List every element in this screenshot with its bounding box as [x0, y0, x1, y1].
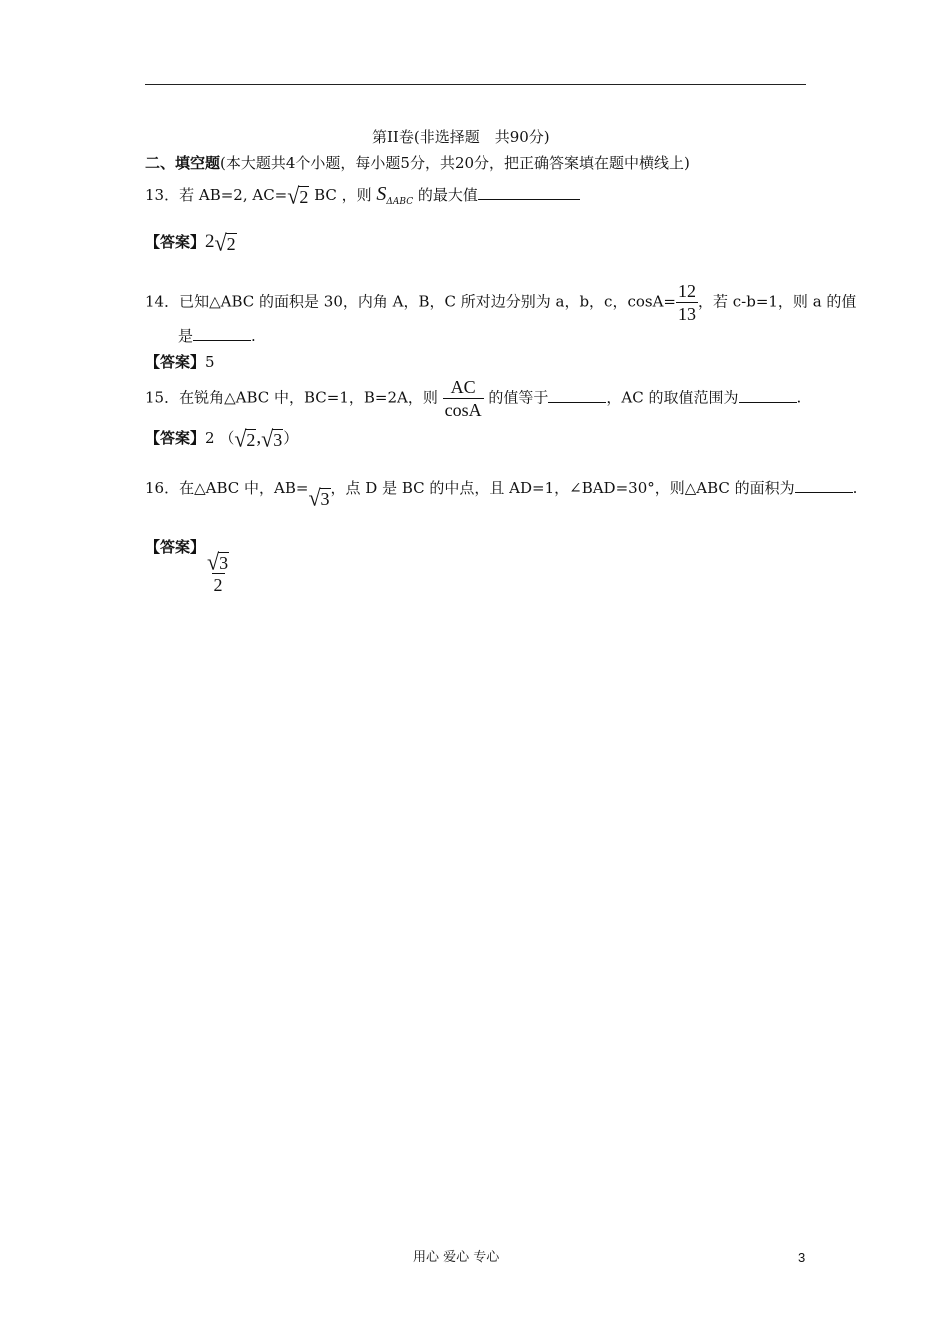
q15-answer-blank-2[interactable]	[739, 388, 797, 403]
question-14	[145, 280, 856, 325]
answer-15-sqrt-b: √ 3	[261, 425, 283, 452]
answer-14	[145, 352, 215, 372]
answer-15-sqrt-a: √ 2	[234, 425, 256, 452]
q13-sqrt: √ 2	[287, 182, 309, 209]
header-rule	[145, 84, 806, 85]
section-title: 第II卷(非选择题 共90分)	[372, 128, 550, 146]
question-13	[145, 184, 580, 212]
question-15: 15．在锐角△ABC 中，BC=1，B=2A，则 $\frac{AC}{\cos A}$ 的值等于 ，AC 的取值范围为 .	[145, 377, 802, 420]
answer-16-fraction: √ 3 2	[207, 548, 229, 595]
q14-prefix: 14．已知△ABC 的面积是 30，内角 A，B，C 所对边分别为 a，b，c，cosA=	[145, 292, 676, 311]
page-number: 3	[798, 1250, 806, 1265]
q13-mid: BC ，则	[309, 186, 377, 204]
question-16: 16．在△ABC 中，AB= √ 3 ，点 D 是 BC 的中点，且 AD=1，∠BAD=30°，则△ABC 的面积为 .	[145, 479, 858, 511]
answer-16-label: 【答案】	[145, 538, 206, 556]
footer-slogan: 用心 爱心 专心	[413, 1250, 500, 1265]
q13-s-symbol: S	[376, 183, 387, 205]
answer-14-value: 5	[205, 353, 215, 371]
question-14-line2: 是 .	[178, 327, 256, 345]
answer-13-coef: 2	[205, 231, 215, 252]
q13-s-subscript: ΔABC	[386, 197, 414, 207]
q13-suffix: 的最大值	[413, 186, 478, 204]
q15-fraction: $\frac{AC}{\cos A}$	[444, 377, 482, 420]
q16-suffix: ，点 D 是 BC 的中点，且 AD=1，∠BAD=30°，则△ABC 的面积为	[330, 479, 795, 497]
q16-answer-blank[interactable]	[795, 478, 853, 493]
answer-16-sqrt: √ 3	[207, 548, 229, 575]
answer-14-label: 【答案】	[145, 353, 206, 371]
answer-15-label: 【答案】	[145, 429, 206, 447]
q16-prefix: 16．在△ABC 中，AB=	[145, 479, 309, 497]
section-heading-rest: (本大题共4个小题，每小题5分，共20分，把正确答案填在题中横线上)	[220, 154, 690, 172]
q14-suffix: ，若 c-b=1，则 a 的值	[697, 292, 857, 311]
q15-mid: 的值等于	[483, 388, 549, 407]
q14-fraction: $\frac{12}{13}$	[677, 281, 696, 324]
section-heading	[145, 153, 690, 173]
q15-prefix: 15．在锐角△ABC 中，BC=1，B=2A，则	[145, 388, 443, 407]
q14-answer-blank[interactable]	[193, 326, 251, 341]
answer-16	[145, 537, 231, 596]
q13-answer-blank[interactable]	[478, 185, 580, 200]
answer-13-label: 【答案】	[145, 233, 206, 251]
q16-sqrt: √ 3	[308, 484, 330, 511]
q15-answer-blank-1[interactable]	[548, 388, 606, 403]
q13-prefix: 13．若 AB=2, AC=	[145, 186, 288, 204]
answer-13	[145, 229, 237, 256]
answer-15: 【答案】2 （ √ 2 , √ 3 ）	[145, 425, 299, 452]
section-heading-label: 二、填空题	[145, 154, 221, 172]
answer-13-sqrt: √ 2	[214, 229, 236, 256]
